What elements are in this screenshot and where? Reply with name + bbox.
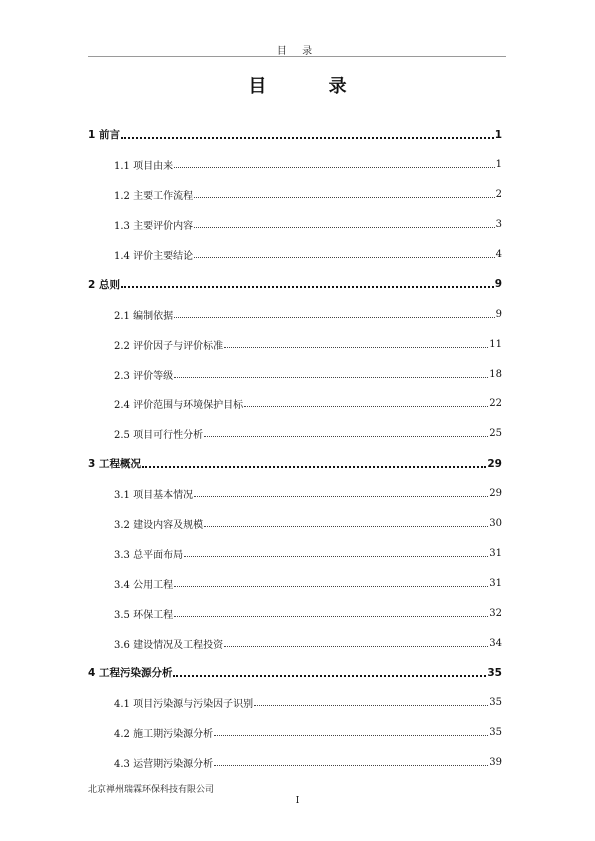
toc-section-entry[interactable] bbox=[88, 210, 502, 240]
toc-entry-label: 1.3 主要评价内容 bbox=[114, 221, 194, 233]
toc-entry-label: 3.2 建设内容及规模 bbox=[114, 520, 204, 532]
footer-company: 北京禅州瑞霖环保科技有限公司 bbox=[88, 785, 215, 795]
toc-section-entry[interactable] bbox=[88, 748, 502, 778]
toc-entry-label: 4.1 项目污染源与污染因子识别 bbox=[114, 699, 254, 711]
toc-leader-dots bbox=[173, 675, 486, 677]
toc-entry-page: 31 bbox=[489, 577, 502, 589]
toc-section-entry[interactable] bbox=[88, 628, 502, 658]
toc-entry-label: 1.4 评价主要结论 bbox=[114, 251, 194, 262]
toc-leader-dots bbox=[204, 526, 488, 527]
toc-section-entry[interactable] bbox=[88, 389, 502, 419]
toc-section-entry[interactable] bbox=[88, 718, 502, 748]
toc-leader-dots bbox=[121, 137, 494, 139]
toc-entry-page: 3 bbox=[495, 219, 502, 231]
toc-entry-page: 2 bbox=[495, 189, 502, 201]
toc-chapter-entry[interactable] bbox=[88, 449, 502, 479]
table-of-contents bbox=[88, 120, 502, 778]
toc-leader-dots bbox=[142, 466, 486, 468]
toc-section-entry[interactable] bbox=[88, 299, 502, 329]
page-number: I bbox=[295, 796, 300, 806]
toc-section-entry[interactable] bbox=[88, 538, 502, 568]
toc-section-entry[interactable] bbox=[88, 359, 502, 389]
toc-entry-label: 4.2 施工期污染源分析 bbox=[114, 729, 214, 741]
toc-entry-page: 32 bbox=[489, 607, 502, 619]
toc-leader-dots bbox=[194, 197, 495, 198]
toc-chapter-entry[interactable] bbox=[88, 658, 502, 688]
toc-leader-dots bbox=[244, 406, 488, 407]
toc-entry-label: 3 工程概况 bbox=[88, 458, 141, 471]
toc-entry-page: 29 bbox=[489, 488, 502, 500]
toc-section-entry[interactable] bbox=[88, 329, 502, 359]
toc-entry-page: 11 bbox=[489, 338, 502, 350]
toc-section-entry[interactable] bbox=[88, 568, 502, 598]
toc-entry-page: 29 bbox=[487, 457, 502, 470]
header-rule bbox=[88, 56, 506, 57]
toc-entry-label: 1 前言 bbox=[88, 129, 120, 142]
toc-leader-dots bbox=[121, 286, 494, 288]
toc-leader-dots bbox=[194, 227, 495, 228]
toc-entry-label: 3.4 公用工程 bbox=[114, 579, 174, 591]
toc-entry-label: 4.3 运营期污染源分析 bbox=[114, 759, 214, 771]
toc-entry-page: 18 bbox=[489, 368, 502, 380]
toc-chapter-entry[interactable] bbox=[88, 120, 502, 150]
toc-entry-label: 1.1 项目由来 bbox=[114, 161, 174, 173]
toc-leader-dots bbox=[174, 616, 488, 617]
toc-entry-label: 2.3 评价等级 bbox=[114, 370, 174, 382]
toc-entry-page: 1 bbox=[495, 159, 502, 171]
toc-leader-dots bbox=[214, 765, 488, 766]
toc-leader-dots bbox=[174, 167, 495, 168]
toc-entry-label: 3.3 总平面布局 bbox=[114, 549, 184, 561]
toc-chapter-entry[interactable] bbox=[88, 269, 502, 299]
toc-entry-label: 2.2 评价因子与评价标准 bbox=[114, 340, 224, 352]
toc-entry-page: 25 bbox=[489, 428, 502, 440]
toc-entry-page: 9 bbox=[494, 278, 502, 291]
toc-leader-dots bbox=[174, 377, 488, 378]
toc-entry-page: 35 bbox=[489, 727, 502, 739]
toc-leader-dots bbox=[184, 556, 488, 557]
toc-entry-label: 3.5 环保工程 bbox=[114, 609, 174, 621]
toc-leader-dots bbox=[204, 436, 488, 437]
toc-entry-page: 35 bbox=[487, 666, 502, 679]
toc-entry-label: 2.5 项目可行性分析 bbox=[114, 430, 204, 442]
toc-entry-label: 2 总则 bbox=[88, 278, 120, 291]
toc-entry-page: 9 bbox=[495, 308, 502, 320]
toc-entry-label: 1.2 主要工作流程 bbox=[114, 191, 194, 203]
toc-section-entry[interactable] bbox=[88, 479, 502, 509]
running-header: 目 录 bbox=[276, 46, 319, 57]
toc-leader-dots bbox=[194, 496, 488, 497]
toc-section-entry[interactable] bbox=[88, 240, 502, 270]
toc-entry-page: 31 bbox=[489, 547, 502, 559]
page-title: 目 录 bbox=[248, 76, 375, 97]
toc-entry-page: 22 bbox=[489, 398, 502, 410]
toc-section-entry[interactable] bbox=[88, 419, 502, 449]
toc-entry-page: 39 bbox=[489, 757, 502, 769]
toc-leader-dots bbox=[174, 317, 495, 318]
toc-entry-label: 2.1 编制依据 bbox=[114, 310, 174, 322]
toc-entry-label: 2.4 评价范围与环境保护目标 bbox=[114, 400, 244, 412]
toc-section-entry[interactable] bbox=[88, 180, 502, 210]
toc-leader-dots bbox=[214, 735, 488, 736]
toc-section-entry[interactable] bbox=[88, 150, 502, 180]
toc-entry-label: 4 工程污染源分析 bbox=[88, 667, 173, 680]
toc-entry-label: 3.1 项目基本情况 bbox=[114, 490, 194, 502]
toc-entry-page: 30 bbox=[489, 518, 502, 530]
toc-leader-dots bbox=[194, 257, 495, 258]
toc-leader-dots bbox=[174, 586, 488, 587]
toc-entry-page: 35 bbox=[489, 697, 502, 709]
toc-leader-dots bbox=[224, 646, 488, 647]
toc-leader-dots bbox=[254, 705, 488, 706]
toc-entry-page: 34 bbox=[489, 637, 502, 649]
toc-leader-dots bbox=[224, 347, 488, 348]
toc-entry-label: 3.6 建设情况及工程投资 bbox=[114, 639, 224, 651]
toc-entry-page: 4 bbox=[495, 249, 502, 260]
toc-section-entry[interactable] bbox=[88, 509, 502, 539]
toc-entry-page: 1 bbox=[494, 128, 502, 141]
toc-section-entry[interactable] bbox=[88, 598, 502, 628]
toc-section-entry[interactable] bbox=[88, 688, 502, 718]
